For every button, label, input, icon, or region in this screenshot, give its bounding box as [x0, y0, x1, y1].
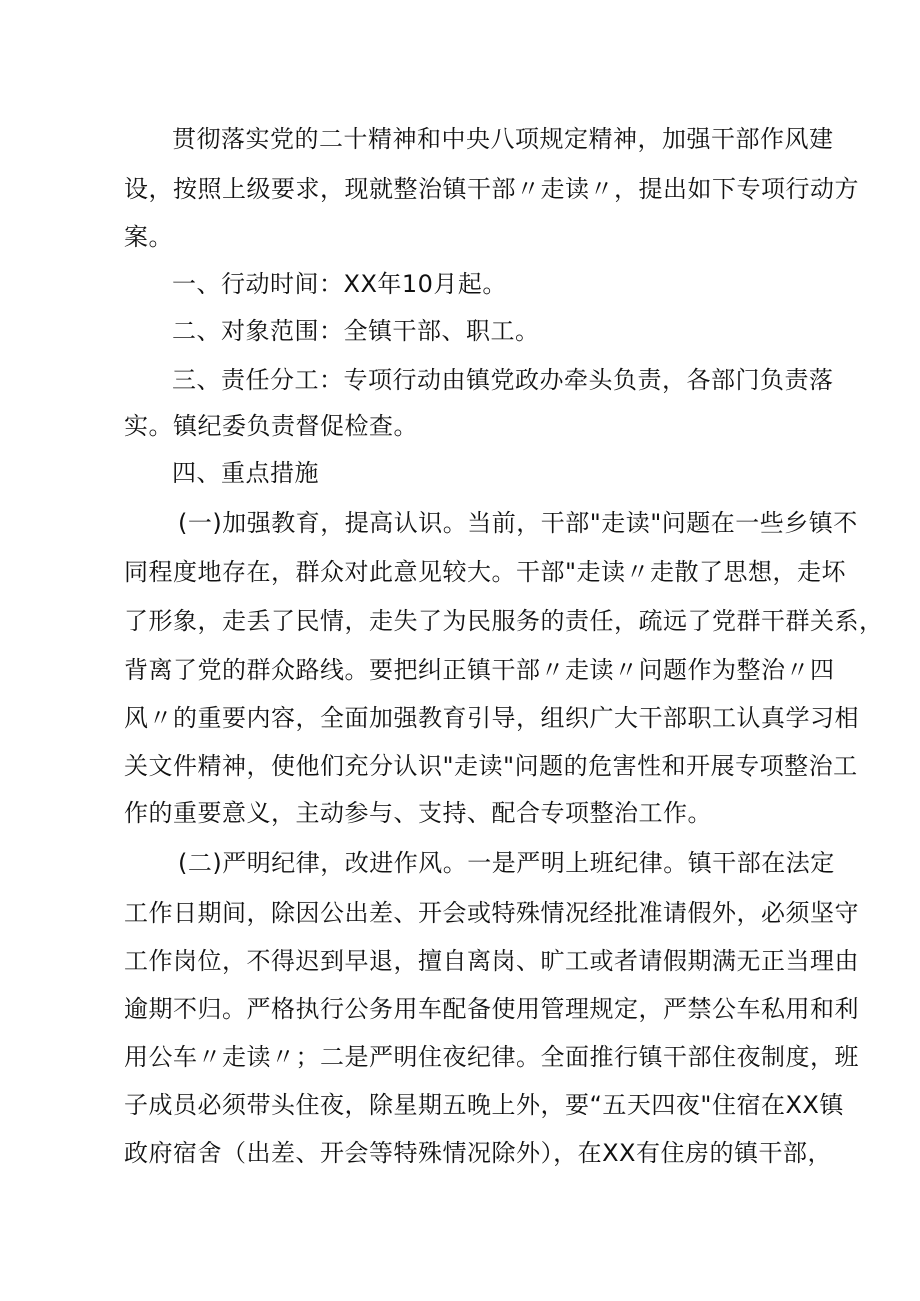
measure-1-line-3: 了形象，走丢了民情，走失了为民服务的责任，疏远了党群干群关系， [124, 607, 884, 635]
paragraph-intro-line-1: 贯彻落实党的二十精神和中央八项规定精神，加强干部作风建 [172, 125, 834, 153]
section-4-heading: 四、重点措施 [172, 459, 319, 487]
section-2-scope: 二、对象范围：全镇干部、职工。 [172, 317, 540, 345]
measure-1-line-4: 背离了党的群众路线。要把纠正镇干部〃走读〃问题作为整治〃四 [124, 656, 835, 684]
measure-2-line-7: 政府宿舍（出差、开会等特殊情况除外），在XX有住房的镇干部， [124, 1139, 832, 1167]
measure-2-line-6: 子成员必须带头住夜，除星期五晚上外，要“五天四夜"住宿在XX镇 [124, 1091, 844, 1119]
measure-2-line-5: 用公车〃走读〃；二是严明住夜纪律。全面推行镇干部住夜制度，班 [124, 1043, 859, 1071]
paragraph-intro-line-3: 案。 [124, 223, 173, 251]
measure-1-line-7: 作的重要意义，主动参与、支持、配合专项整治工作。 [124, 799, 712, 827]
measure-2-line-1: (二)严明纪律，改进作风。一是严明上班纪律。镇干部在法定 [178, 849, 835, 877]
measure-1-line-2: 同程度地存在，群众对此意见较大。干部"走读〃走散了思想，走坏 [124, 558, 847, 586]
section-3-responsibility-line-1: 三、责任分工：专项行动由镇党政办牵头负责，各部门负责落 [172, 366, 834, 394]
section-1-action-time: 一、行动时间：XX年10月起。 [172, 270, 507, 298]
measure-2-line-3: 工作岗位，不得迟到早退，擅自离岗、旷工或者请假期满无正当理由 [124, 947, 859, 975]
measure-1-line-5: 风〃的重要内容，全面加强教育引导，组织广大干部职工认真学习相 [124, 704, 859, 732]
measure-1-line-6: 关文件精神，使他们充分认识"走读"问题的危害性和开展专项整治工 [124, 752, 858, 780]
paragraph-intro-line-2: 设，按照上级要求，现就整治镇干部〃走读〃，提出如下专项行动方 [124, 175, 859, 203]
measure-2-line-2: 工作日期间，除因公出差、开会或特殊情况经批准请假外，必须坚守 [124, 899, 859, 927]
measure-1-line-1: (一)加强教育，提高认识。当前，干部"走读"问题在一些乡镇不 [178, 509, 858, 537]
measure-2-line-4: 逾期不归。严格执行公务用车配备使用管理规定，严禁公车私用和利 [124, 995, 859, 1023]
section-3-responsibility-line-2: 实。镇纪委负责督促检查。 [124, 412, 418, 440]
